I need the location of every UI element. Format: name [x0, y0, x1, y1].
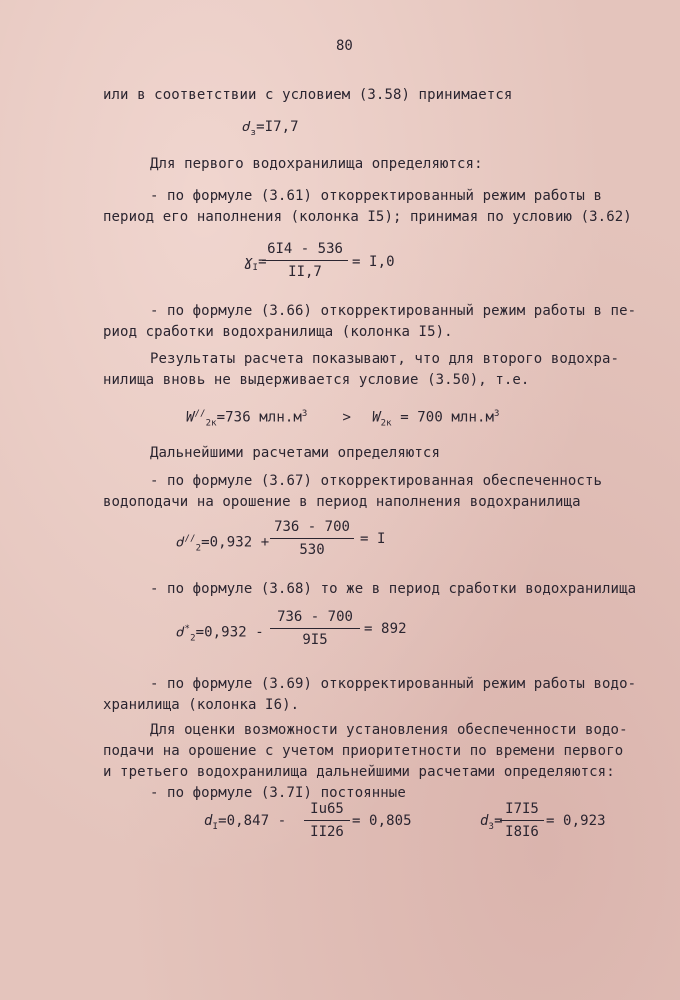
formula-7-result: = 0,923	[546, 813, 606, 829]
formula-symbol: W	[372, 409, 381, 426]
text-line: водоподачи на орошение в период наполнения водохранилища	[103, 494, 581, 510]
fraction-denominator: 530	[299, 542, 325, 558]
formula-operator: >	[342, 409, 352, 426]
fraction-denominator: I8I6	[505, 824, 539, 840]
fraction-numerator: I7I5	[505, 801, 539, 817]
formula-value: =I7,7	[256, 119, 299, 135]
formula-value: =0,932 -	[195, 624, 264, 641]
formula-unit-power: 3	[494, 409, 500, 419]
formula-4-fraction	[270, 518, 354, 559]
formula-equals: =	[258, 254, 267, 270]
formula-subscript: з	[250, 127, 257, 138]
formula-symbol: ძ	[176, 624, 185, 641]
fraction-numerator: 736 - 700	[277, 609, 353, 625]
text-line: Для оценки возможности установления обеспеченности водо-	[150, 722, 628, 738]
formula-subscript: 3	[488, 821, 495, 832]
formula-6-fraction	[304, 800, 350, 841]
text-line: или в соответствии с условием (3.58) принимается	[103, 87, 513, 103]
fraction-denominator: II26	[310, 824, 344, 840]
formula-2-result: = I,0	[352, 254, 395, 270]
text-line: - по формуле (3.68) то же в период сработки водохранилища	[150, 581, 637, 597]
formula-superscript: *	[184, 624, 191, 634]
fraction-numerator: 736 - 700	[274, 519, 350, 535]
formula-value: =0,932 +	[201, 534, 270, 551]
text-line: - по формуле (3.61) откорректированный режим работы в	[150, 188, 603, 204]
formula-subscript: 2к	[205, 418, 217, 429]
formula-symbol: d	[480, 813, 489, 829]
formula-2-fraction	[262, 240, 348, 281]
text-line: - по формуле (3.67) откорректированная обеспеченность	[150, 473, 603, 489]
formula-value: =0,847 -	[218, 813, 287, 829]
formula-6-lhs	[204, 812, 286, 836]
formula-symbol: W	[186, 409, 195, 426]
formula-5-fraction	[270, 608, 360, 649]
formula-4-lhs	[176, 530, 269, 557]
formula-symbol: d	[204, 813, 213, 829]
fraction-bar	[270, 628, 360, 629]
formula-superscript: //	[194, 409, 206, 419]
formula-subscript: 2	[195, 543, 202, 554]
formula-subscript: I	[212, 821, 219, 832]
formula-4-result: = I	[360, 531, 386, 547]
formula-5-result: = 892	[364, 621, 407, 637]
formula-3	[186, 405, 500, 432]
text-line: - по формуле (3.66) откорректированный режим работы в пе-	[150, 303, 637, 319]
fraction-bar	[270, 538, 354, 539]
formula-6-result: = 0,805	[352, 813, 412, 829]
formula-symbol: ძ	[242, 119, 251, 135]
text-line: подачи на орошение с учетом приоритетности по времени первого	[103, 743, 624, 759]
page-number: 80	[336, 38, 353, 54]
text-line: риод сработки водохранилища (колонка I5).	[103, 324, 453, 340]
formula-subscript: I	[252, 262, 259, 273]
formula-subscript: 2	[190, 633, 196, 644]
formula-value: = 700 млн.м	[400, 409, 495, 426]
formula-7-fraction	[500, 800, 544, 841]
formula-subscript: 2к	[380, 418, 392, 429]
formula-superscript: //	[184, 534, 196, 544]
fraction-bar	[262, 260, 348, 261]
fraction-denominator: II,7	[288, 264, 322, 280]
formula-symbol: ɣ	[244, 254, 253, 270]
text-line: - по формуле (3.7I) постоянные	[150, 785, 406, 801]
fraction-numerator: Iu65	[310, 801, 344, 817]
formula-value: =736 млн.м	[216, 409, 302, 426]
formula-equals: =	[494, 813, 503, 829]
formula-1	[242, 118, 299, 142]
fraction-bar	[500, 820, 544, 821]
text-line: - по формуле (3.69) откорректированный режим работы водо-	[150, 676, 637, 692]
fraction-numerator: 6I4 - 536	[267, 241, 343, 257]
text-line: Для первого водохранилища определяются:	[150, 156, 483, 172]
text-line: нилища вновь не выдерживается условие (3.50), т.е.	[103, 372, 530, 388]
fraction-bar	[304, 820, 350, 821]
formula-symbol: ძ	[176, 534, 185, 551]
formula-5-lhs	[176, 620, 264, 647]
text-line: Дальнейшими расчетами определяются	[150, 445, 440, 461]
text-line: период его наполнения (колонка I5); принимая по условию (3.62)	[103, 209, 632, 225]
text-line: Результаты расчета показывают, что для второго водохра-	[150, 351, 620, 367]
text-line: хранилища (колонка I6).	[103, 697, 300, 713]
text-line: и третьего водохранилища дальнейшими расчетами определяются:	[103, 764, 615, 780]
formula-unit-power: 3	[301, 409, 308, 419]
fraction-denominator: 9I5	[302, 632, 328, 648]
